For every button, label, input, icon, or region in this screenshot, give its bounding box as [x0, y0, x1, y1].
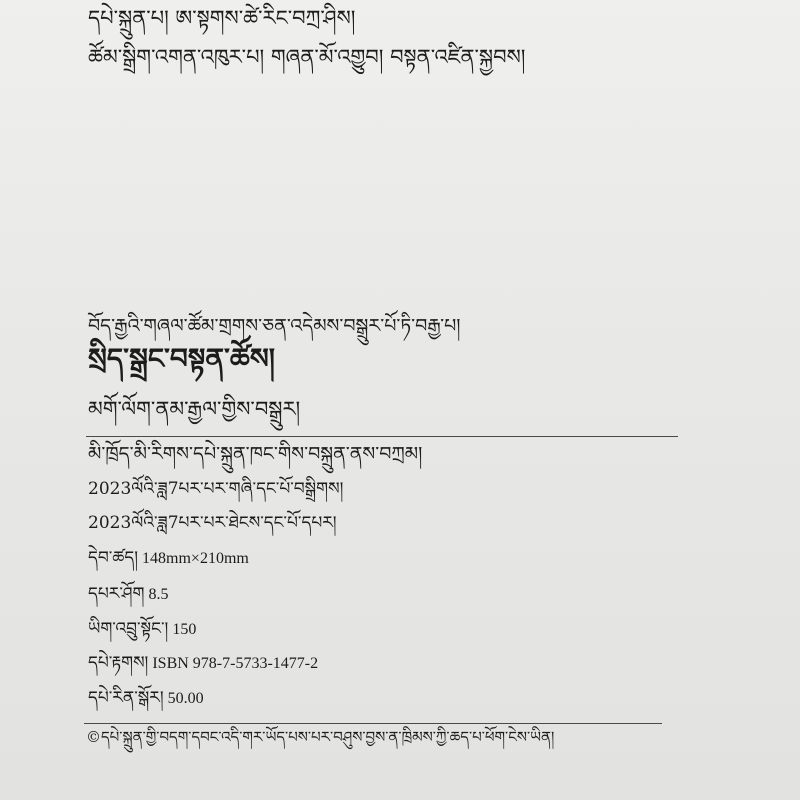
format-line: [88, 550, 249, 567]
series-title: བོད་རྒྱའི་གཞལ་ཚོམ་གྲགས་ཅན་འདེམས་བསྒྲུར་པོ་ཏི་བརྒྱ་པ།: [88, 315, 461, 337]
wordcount-label: ཡིག་འབྲུ་སྟོང་།: [88, 619, 169, 639]
edition-line: [88, 481, 343, 498]
isbn-value: ISBN 978-7-5733-1477-2: [152, 655, 319, 672]
divider-bottom: [84, 723, 662, 724]
sheets-label: དཔར་ཤོག: [88, 584, 145, 604]
sheets-value: 8.5: [148, 586, 169, 603]
printing-text: 2023ལོའི་ཟླ7པར་པར་ཐེངས་དང་པོ་དཔར།: [88, 513, 337, 533]
editors-line: ཚོམ་སྒྲིག་འགན་འཁུར་པ། གཞན་མོ་འགྱུབ། བསྟན་འཛིན་སྐྱབས།: [88, 45, 526, 69]
sheets-line: [88, 586, 168, 603]
author-line: མགོ་ལོག་ནམ་རྒྱལ་གྱིས་བསྒྲུར།: [88, 397, 301, 421]
format-value: 148mm×210mm: [142, 550, 249, 567]
copyright-notice: ©དཔེ་སྐྲུན་གྱི་བདག་དབང་འདི་གར་ཡོད་པས་པར་བཤུས་བྱས་ན་ཁྲིམས་ཀྱི་ཆད་པ་ཕོག་ངེས་ཡིན།: [86, 728, 555, 746]
wordcount-value: 150: [172, 621, 197, 638]
price-label: དཔེ་རིན་སྒོར།: [88, 688, 164, 708]
printing-line: [88, 515, 337, 532]
publisher-line: མི་ཁྲོད་མི་རིགས་དཔེ་སྐྲུན་ཁང་གིས་བསྐྲུན་ནས་བཀྲམ།: [88, 443, 423, 465]
format-label: དེབ་ཚད།: [88, 548, 139, 568]
book-title: སྲིད་སྒྲང་བསྟན་ཚོས།: [88, 342, 275, 375]
publisher-person-line: དཔེ་སྐྲུན་པ། ཨ་སྟགས་ཚེ་རིང་བཀྲ་ཤིས།: [88, 6, 356, 30]
isbn-label: དཔེ་རྟགས།: [88, 653, 149, 673]
price-value: 50.00: [167, 690, 204, 707]
edition-text: 2023ལོའི་ཟླ7པར་པར་གཞི་དང་པོ་བསྒྲིགས།: [88, 479, 344, 499]
price-line: [88, 690, 204, 707]
divider-top: [86, 436, 678, 437]
isbn-line: [88, 655, 318, 672]
wordcount-line: [88, 621, 196, 638]
